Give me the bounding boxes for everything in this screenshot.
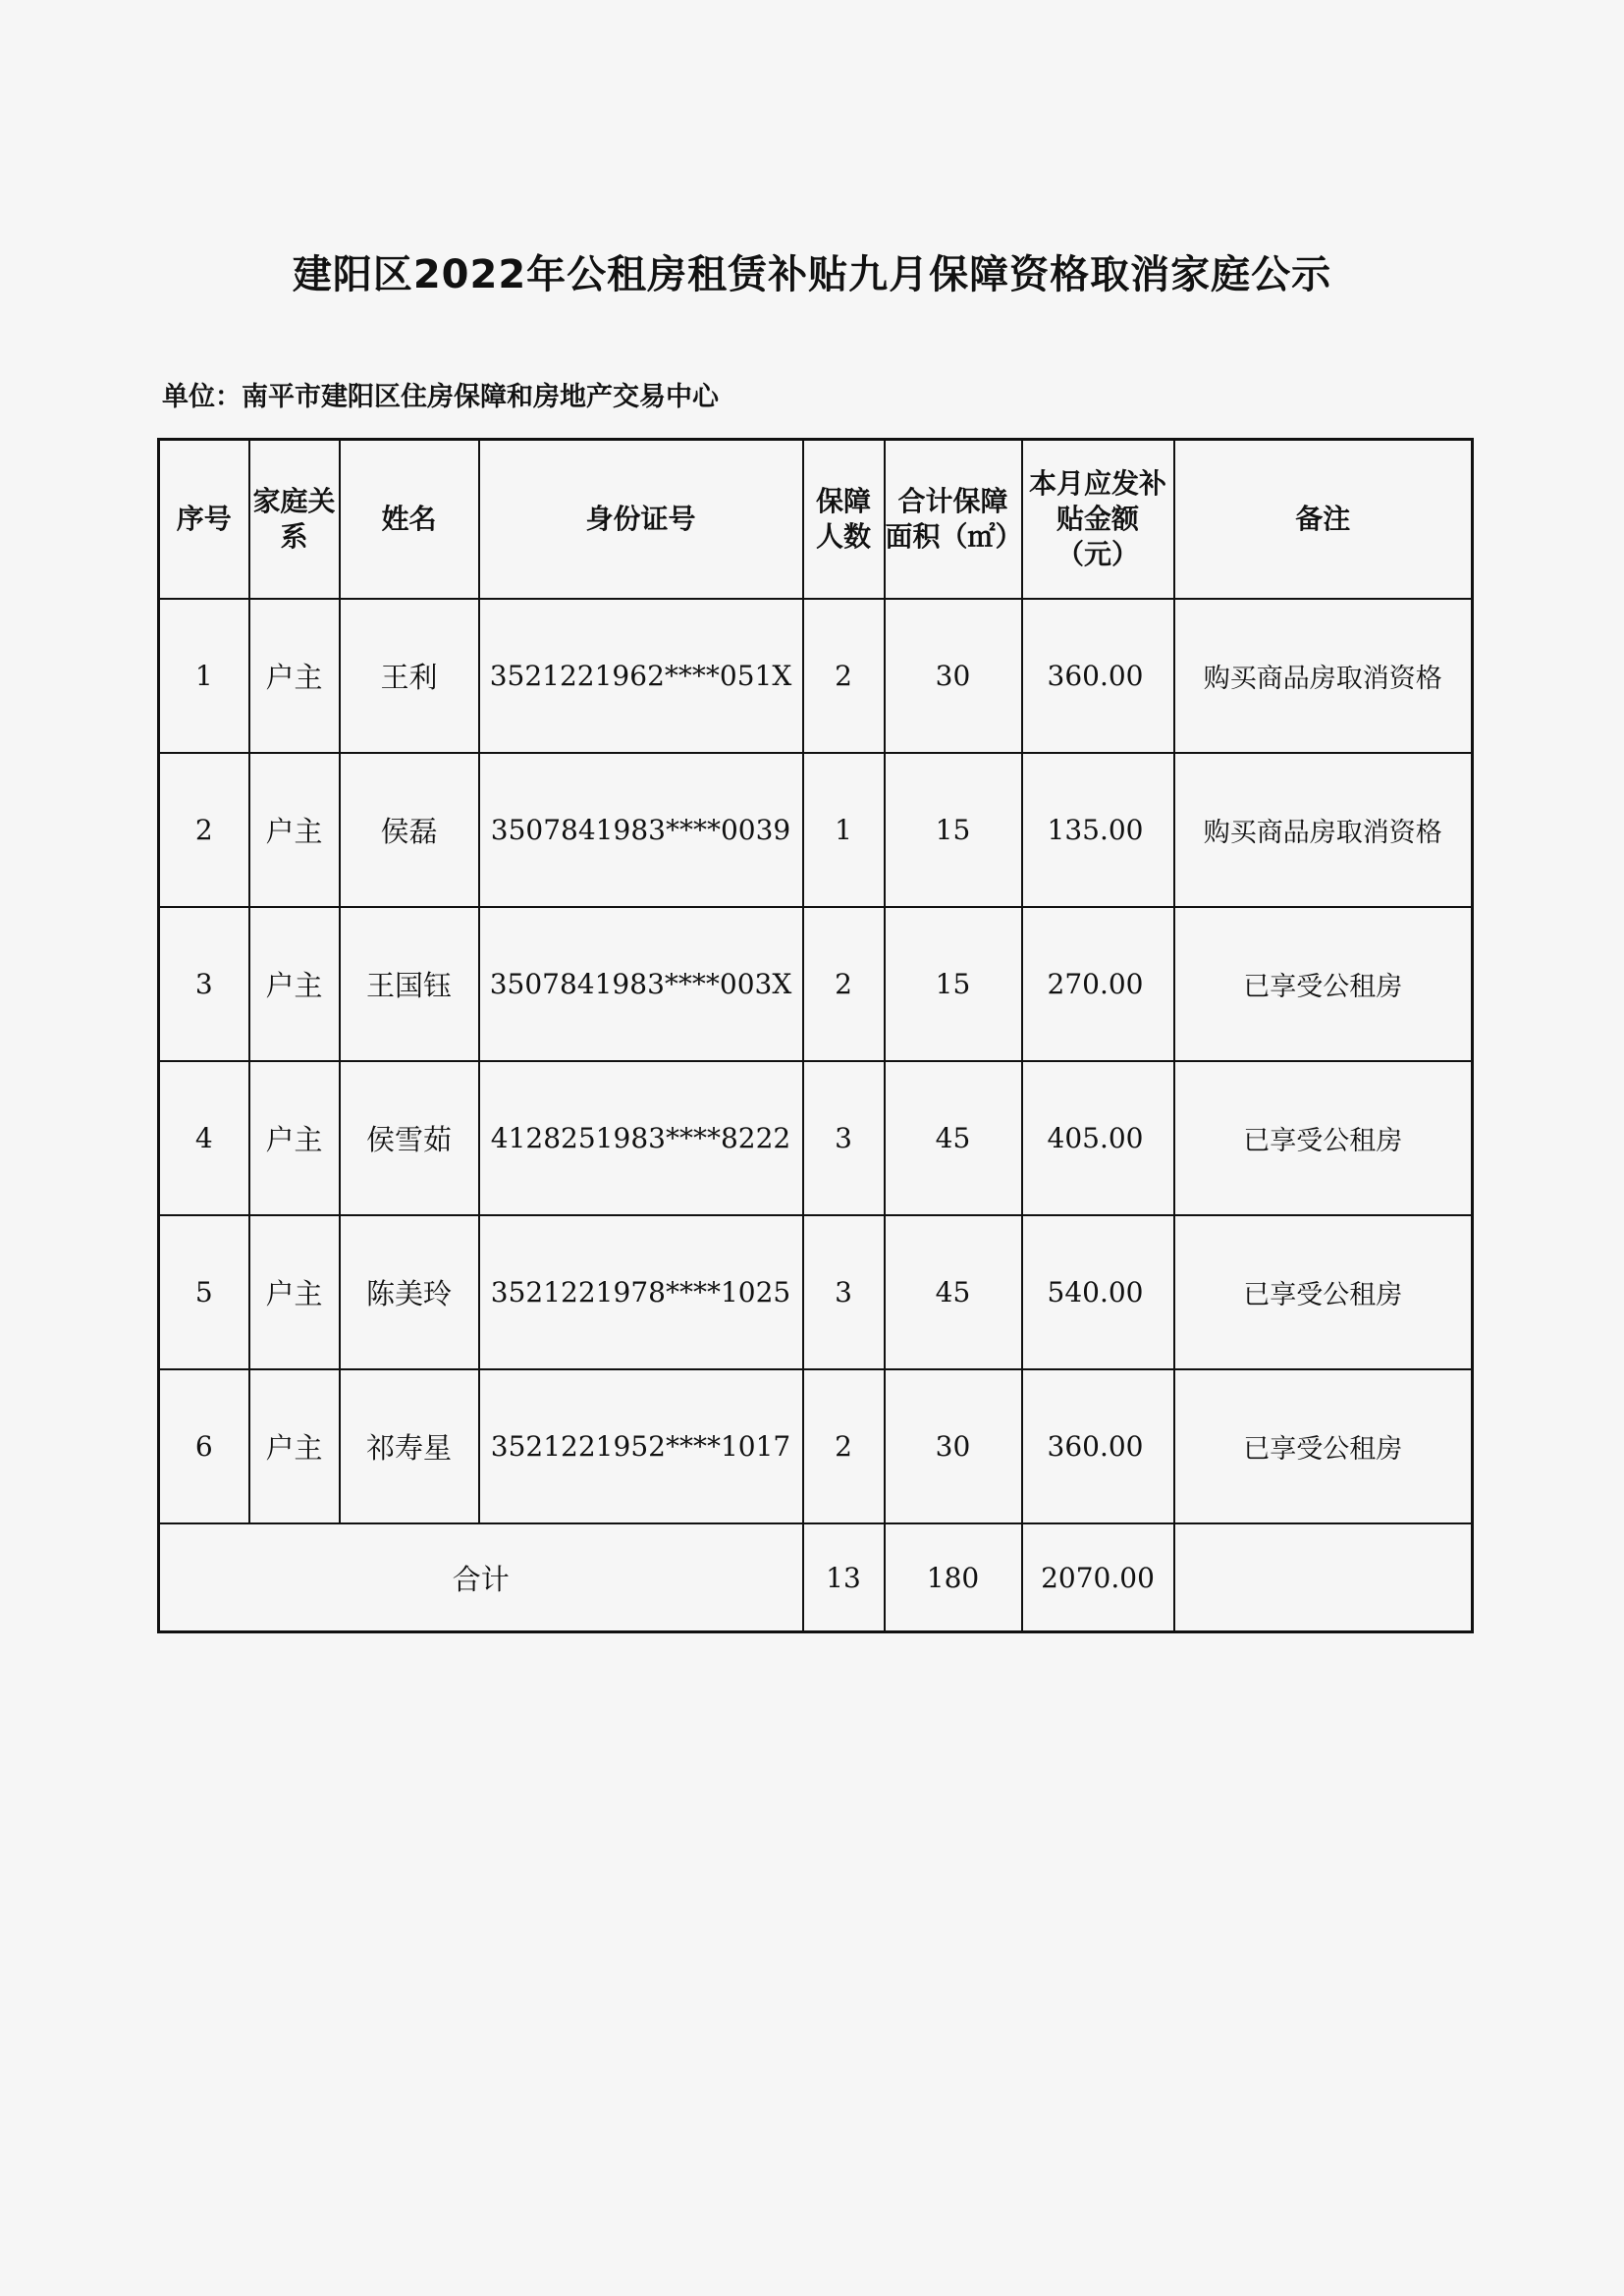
cell-id-number: 3521221962****051X — [479, 599, 803, 753]
cell-relation: 户主 — [249, 753, 340, 907]
cell-people: 2 — [803, 1369, 885, 1523]
cell-name: 陈美玲 — [340, 1215, 479, 1369]
table-row — [159, 753, 1473, 907]
cell-amount: 540.00 — [1022, 1215, 1174, 1369]
cell-note: 已享受公租房 — [1174, 1369, 1473, 1523]
header-people: 保障人数 — [803, 440, 885, 600]
cell-people: 3 — [803, 1215, 885, 1369]
cell-id-number: 4128251983****8222 — [479, 1061, 803, 1215]
cell-note: 购买商品房取消资格 — [1174, 753, 1473, 907]
cell-seq: 5 — [159, 1215, 249, 1369]
cell-seq: 6 — [159, 1369, 249, 1523]
cancellation-table — [157, 438, 1474, 1633]
cell-seq: 3 — [159, 907, 249, 1061]
cell-id-number: 3507841983****003X — [479, 907, 803, 1061]
cell-area: 45 — [885, 1061, 1022, 1215]
table-row — [159, 1369, 1473, 1523]
cell-note: 已享受公租房 — [1174, 1061, 1473, 1215]
cell-area: 30 — [885, 599, 1022, 753]
cell-name: 王国钰 — [340, 907, 479, 1061]
cell-people: 1 — [803, 753, 885, 907]
cell-amount: 405.00 — [1022, 1061, 1174, 1215]
cell-id-number: 3507841983****0039 — [479, 753, 803, 907]
cell-amount: 270.00 — [1022, 907, 1174, 1061]
cell-name: 王利 — [340, 599, 479, 753]
cell-amount: 360.00 — [1022, 599, 1174, 753]
cell-note: 购买商品房取消资格 — [1174, 599, 1473, 753]
cell-id-number: 3521221952****1017 — [479, 1369, 803, 1523]
table-row — [159, 1215, 1473, 1369]
cell-relation: 户主 — [249, 599, 340, 753]
cell-people: 3 — [803, 1061, 885, 1215]
cell-area: 15 — [885, 753, 1022, 907]
cell-seq: 1 — [159, 599, 249, 753]
header-area: 合计保障面积（㎡） — [885, 440, 1022, 600]
cell-seq: 2 — [159, 753, 249, 907]
cell-people: 2 — [803, 907, 885, 1061]
total-people: 13 — [803, 1523, 885, 1632]
cell-note: 已享受公租房 — [1174, 907, 1473, 1061]
total-row — [159, 1523, 1473, 1632]
cell-relation: 户主 — [249, 907, 340, 1061]
cell-amount: 135.00 — [1022, 753, 1174, 907]
total-note — [1174, 1523, 1473, 1632]
issuing-unit: 单位：南平市建阳区住房保障和房地产交易中心 — [162, 382, 719, 412]
cell-amount: 360.00 — [1022, 1369, 1174, 1523]
cell-relation: 户主 — [249, 1369, 340, 1523]
header-relation: 家庭关系 — [249, 440, 340, 600]
cell-name: 祁寿星 — [340, 1369, 479, 1523]
cell-area: 45 — [885, 1215, 1022, 1369]
cell-name: 侯磊 — [340, 753, 479, 907]
header-seq: 序号 — [159, 440, 249, 600]
cell-relation: 户主 — [249, 1215, 340, 1369]
header-note: 备注 — [1174, 440, 1473, 600]
cell-people: 2 — [803, 599, 885, 753]
page-title: 建阳区2022年公租房租赁补贴九月保障资格取消家庭公示 — [292, 252, 1332, 297]
cell-id-number: 3521221978****1025 — [479, 1215, 803, 1369]
header-amount: 本月应发补贴金额（元） — [1022, 440, 1174, 600]
header-id-number: 身份证号 — [479, 440, 803, 600]
table-row — [159, 1061, 1473, 1215]
table-header-row — [159, 440, 1473, 600]
header-name: 姓名 — [340, 440, 479, 600]
total-area: 180 — [885, 1523, 1022, 1632]
total-label: 合计 — [159, 1523, 803, 1632]
cell-area: 30 — [885, 1369, 1022, 1523]
table-row — [159, 599, 1473, 753]
cell-name: 侯雪茹 — [340, 1061, 479, 1215]
cell-relation: 户主 — [249, 1061, 340, 1215]
cell-seq: 4 — [159, 1061, 249, 1215]
cell-note: 已享受公租房 — [1174, 1215, 1473, 1369]
cell-area: 15 — [885, 907, 1022, 1061]
total-amount: 2070.00 — [1022, 1523, 1174, 1632]
table-row — [159, 907, 1473, 1061]
